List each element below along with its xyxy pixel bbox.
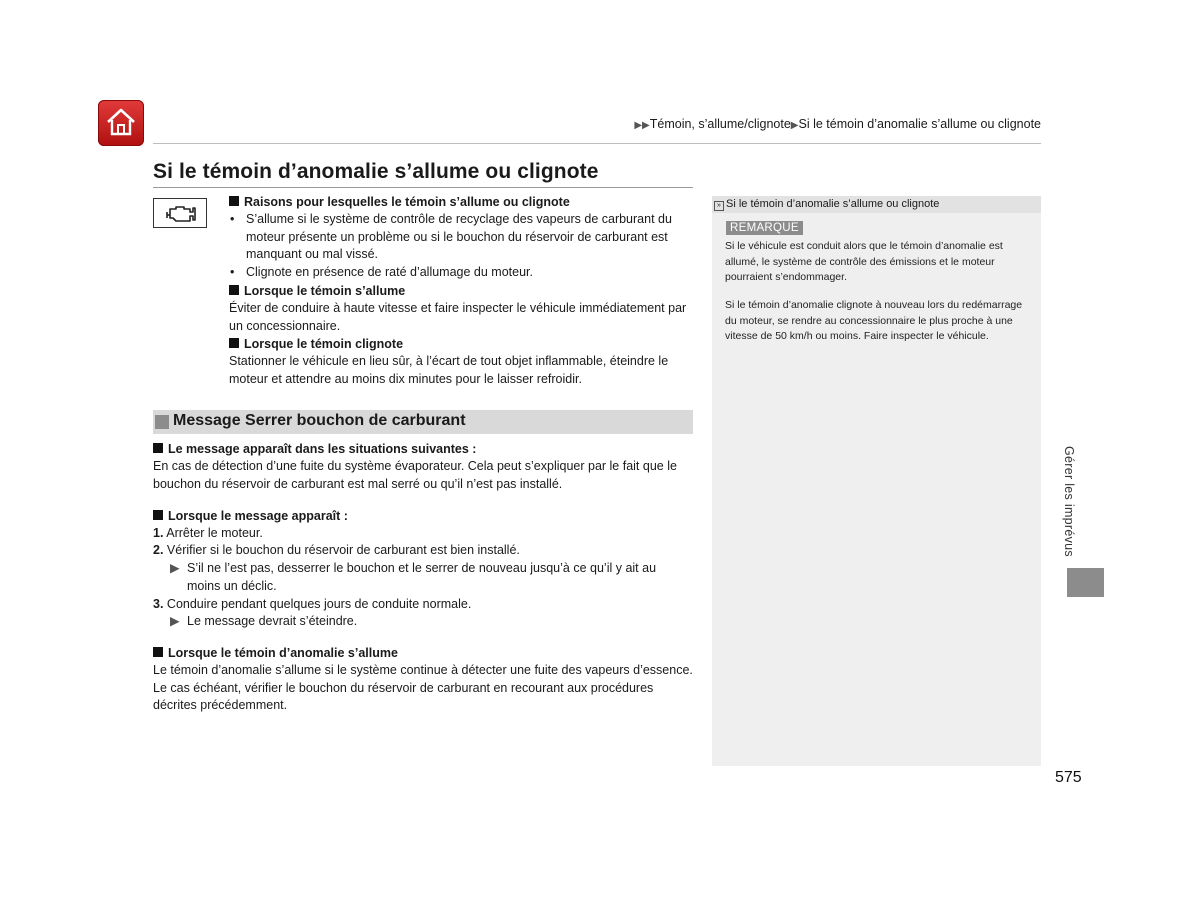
situations-text: En cas de détection d’une fuite du système évaporateur. Cela peut s’expliquer par le fait que le bouchon du réservoir de carburant est mal serré ou qu’il n’est pas installé. xyxy=(153,459,677,491)
square-bullet-icon xyxy=(229,338,239,348)
chapter-tab-label[interactable]: Gérer les imprévus xyxy=(1062,446,1076,557)
when-lamp-text: Le témoin d’anomalie s’allume si le système continue à détecter une fuite des vapeurs d’essence. Le cas échéant, vérifier le bouchon du réservoir de carburant en recourant aux procédures décrites précédemment. xyxy=(153,663,693,713)
page-number: 575 xyxy=(1055,769,1082,786)
step-2-sub: ▶ S’il ne l’est pas, desserrer le bouchon et le serrer de nouveau jusqu’à ce qu’il y ait au moins un déclic. xyxy=(170,561,657,593)
square-bullet-icon xyxy=(229,196,239,206)
when-lamp-heading: Lorsque le témoin d’anomalie s’allume xyxy=(153,646,398,660)
page-title: Si le témoin d’anomalie s’allume ou clignote xyxy=(153,160,599,183)
section-square-icon xyxy=(155,415,169,429)
reasons-heading: Raisons pour lesquelles le témoin s’allume ou clignote xyxy=(229,195,570,209)
square-bullet-icon xyxy=(153,647,163,657)
check-engine-icon xyxy=(164,203,198,225)
list-item: • S’allume si le système de contrôle de recyclage des vapeurs de carburant du moteur présente un problème ou si le bouchon du réservoir de carburant est manquant ou mal vissé. xyxy=(230,212,672,262)
square-bullet-icon xyxy=(229,285,239,295)
home-icon xyxy=(105,106,137,138)
side-note-paragraph-2: Si le témoin d’anomalie clignote à nouveau lors du redémarrage du moteur, se rendre au concessionnaire le plus proche à une vitesse de 50 km/h ou moins. Faire inspecter le véhicule. xyxy=(725,299,1023,342)
check-engine-indicator xyxy=(153,198,207,228)
chapter-tab-marker[interactable] xyxy=(1067,568,1104,597)
step-1: 1. Arrêter le moteur. xyxy=(153,526,263,540)
when-on-heading: Lorsque le témoin s’allume xyxy=(229,284,405,298)
home-button[interactable] xyxy=(98,100,144,146)
situations-heading: Le message apparaît dans les situations suivantes : xyxy=(153,442,476,456)
breadcrumb-arrow-icon: ▶ xyxy=(790,120,799,131)
section-title: Message Serrer bouchon de carburant xyxy=(173,412,466,429)
when-message-heading: Lorsque le message apparaît : xyxy=(153,509,348,523)
when-on-text: Éviter de conduire à haute vitesse et faire inspecter le véhicule immédiatement par un concessionnaire. xyxy=(229,301,687,333)
header-divider xyxy=(153,143,1041,144)
breadcrumb-item-1[interactable]: Témoin, s’allume/clignote xyxy=(649,117,791,131)
breadcrumb xyxy=(634,117,1041,131)
breadcrumb-item-2[interactable]: Si le témoin d’anomalie s’allume ou clignote xyxy=(798,117,1041,131)
when-blink-heading: Lorsque le témoin clignote xyxy=(229,337,403,351)
sub-arrow-icon: ▶ xyxy=(170,561,180,575)
square-bullet-icon xyxy=(153,510,163,520)
step-3-sub: ▶ Le message devrait s’éteindre. xyxy=(170,613,690,631)
step-2: 2. Vérifier si le bouchon du réservoir de carburant est bien installé. xyxy=(153,543,520,557)
breadcrumb-arrow-icon: ▶▶ xyxy=(634,120,650,131)
sub-arrow-icon: ▶ xyxy=(170,614,180,628)
title-divider xyxy=(153,187,693,188)
side-note-heading: » Si le témoin d’anomalie s’allume ou clignote xyxy=(714,198,939,211)
bullet-icon: • xyxy=(230,212,235,226)
square-bullet-icon xyxy=(153,443,163,453)
when-blink-text: Stationner le véhicule en lieu sûr, à l’écart de tout objet inflammable, éteindre le moteur et attendre au moins dix minutes pour le laisser refroidir. xyxy=(229,354,669,386)
note-ref-icon: » xyxy=(714,201,724,211)
side-note-paragraph-1: Si le véhicule est conduit alors que le témoin d’anomalie est allumé, le système de contrôle des émissions et le moteur pourraient s’endommager. xyxy=(725,240,1003,283)
remarque-badge: REMARQUE xyxy=(726,221,803,235)
bullet-icon: • xyxy=(230,265,235,279)
step-3: 3. Conduire pendant quelques jours de conduite normale. xyxy=(153,597,472,611)
list-item: • Clignote en présence de raté d’allumage du moteur. xyxy=(246,264,696,282)
section-header xyxy=(153,410,693,434)
